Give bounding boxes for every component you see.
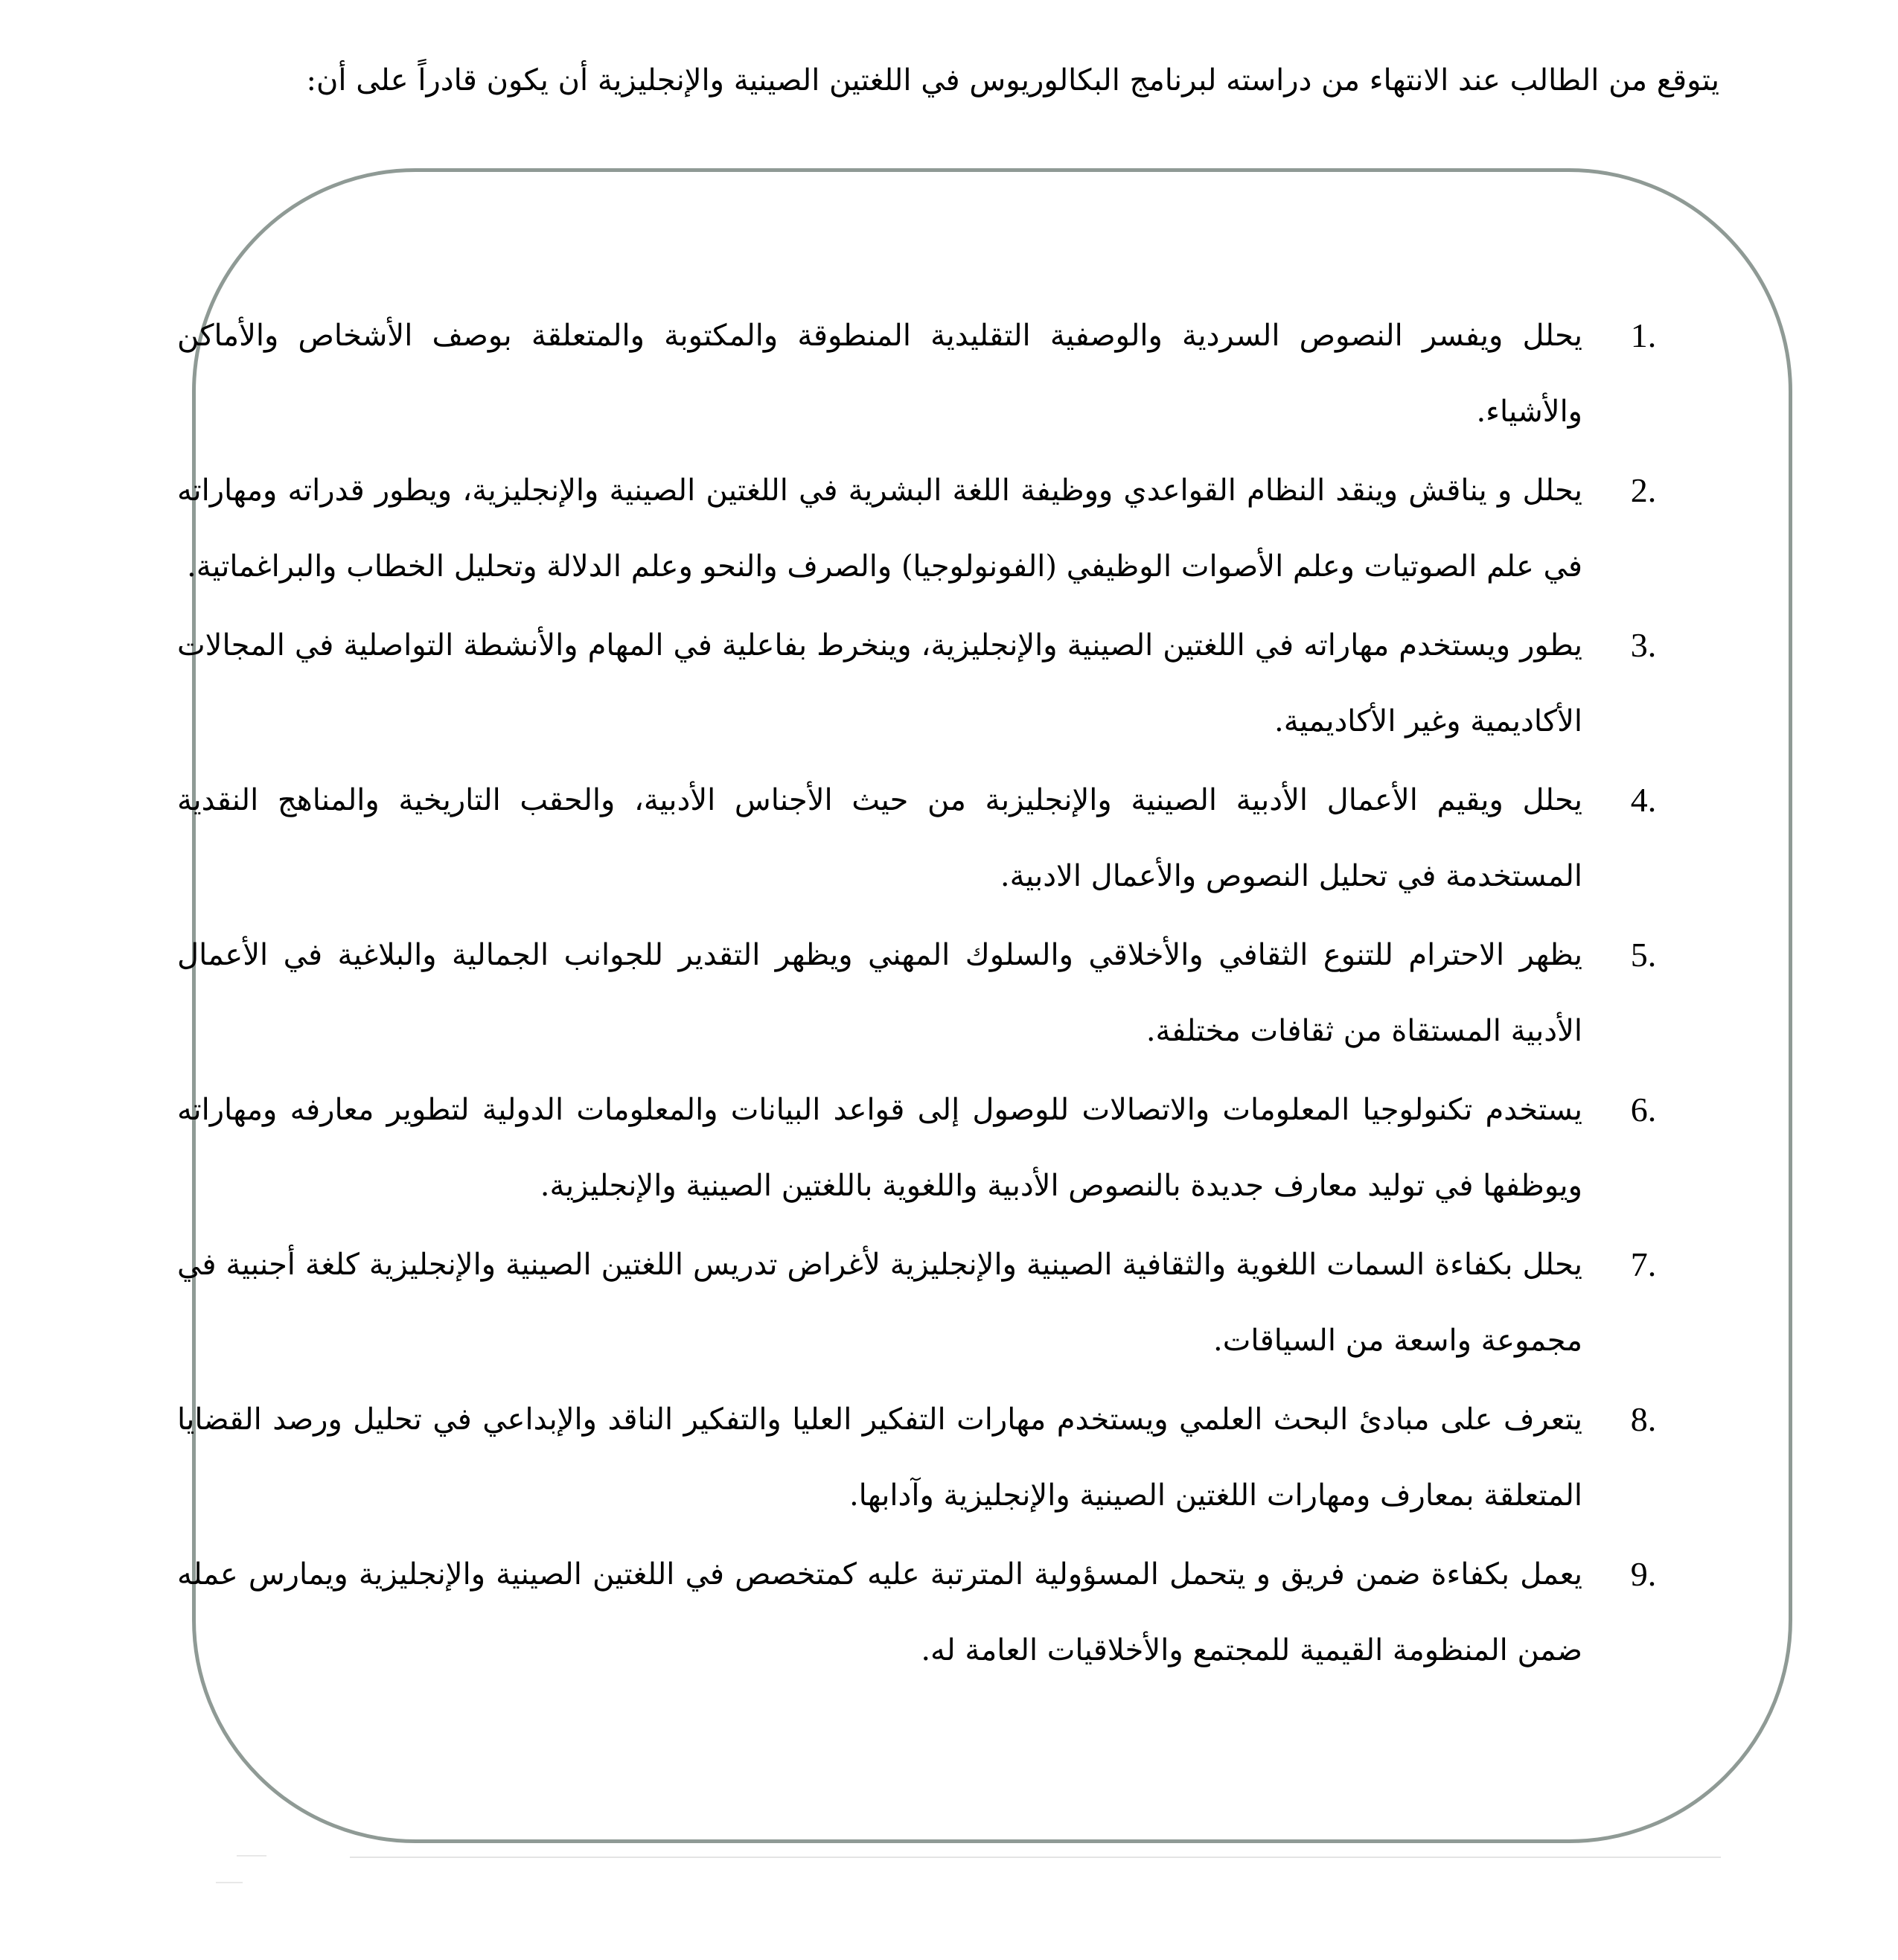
item-number: 5. [1630,936,1657,974]
item-text: يعمل بكفاءة ضمن فريق و يتحمل المسؤولية المترتبة عليه كمتخصص في اللغتين الصينية والإنجليزية ويمارس عمله ضمن المنظومة القيمية للمجتمع والأخلاقيات العامة له. [177,1557,1582,1667]
list-item [177,1072,1666,1224]
item-number: 8. [1630,1400,1657,1438]
item-number: 9. [1630,1555,1657,1593]
item-number: 3. [1630,626,1657,664]
item-text: يظهر الاحترام للتنوع الثقافي والأخلاقي والسلوك المهني ويظهر التقدير للجوانب الجمالية والبلاغية في الأعمال الأدبية المستقاة من ثقافات مختلفة. [177,938,1582,1048]
item-number: 2. [1630,471,1657,509]
item-number: 7. [1630,1245,1657,1283]
item-text: يتعرف على مبادئ البحث العلمي ويستخدم مهارات التفكير العليا والتفكير الناقد والإبداعي في تحليل ورصد القضايا المتعلقة بمعارف ومهارات اللغتين الصينية والإنجليزية وآدابها. [177,1402,1582,1513]
list-item [177,1536,1666,1688]
item-number: 4. [1630,781,1657,819]
list-item [177,607,1666,759]
intro-text: يتوقع من الطالب عند الانتهاء من دراسته لبرنامج البكالوريوس في اللغتين الصينية والإنجليزية أن يكون قادراً على أن: [306,63,1719,98]
footer-mark [237,1855,266,1857]
item-text: يحلل ويفسر النصوص السردية والوصفية التقليدية المنطوقة والمكتوبة والمتعلقة بوصف الأشخاص والأماكن والأشياء. [177,319,1582,429]
list-item [177,762,1666,914]
list-item [177,453,1666,604]
item-number: 6. [1630,1091,1657,1129]
list-item [177,1227,1666,1379]
item-text: يحلل ويقيم الأعمال الأدبية الصينية والإنجليزبة من حيث الأجناس الأدبية، والحقب التاريخية والمناهج النقدية المستخدمة في تحليل النصوص والأعمال الادبية. [177,783,1582,893]
item-text: يحلل و يناقش وينقد النظام القواعدي ووظيفة اللغة البشرية في اللغتين الصينية والإنجليزية، ويطور قدراته ومهاراته في علم الصوتيات وعلم الأصوات الوظيفي (الفونولوجيا) والصرف والنحو وعلم الدلالة وتحليل الخطاب والبراغماتية. [177,473,1582,584]
list-item [177,1382,1666,1533]
footer-mark [216,1882,243,1883]
item-number: 1. [1630,316,1657,354]
list-item [177,917,1666,1069]
learning-outcomes-list [177,298,1666,1691]
item-text: يحلل بكفاءة السمات اللغوية والثقافية الصينية والإنجليزية لأغراض تدريس اللغتين الصينية والإنجليزية كلغة أجنبية في مجموعة واسعة من السياقات. [177,1248,1582,1358]
list-item [177,298,1666,450]
footer-divider [350,1857,1721,1858]
item-text: يطور ويستخدم مهاراته في اللغتين الصينية والإنجليزية، وينخرط بفاعلية في المهام والأنشطة التواصلية في المجالات الأكاديمية وغير الأكاديمية. [177,628,1582,738]
item-text: يستخدم تكنولوجيا المعلومات والاتصالات للوصول إلى قواعد البيانات والمعلومات الدولية لتطوير معارفه ومهاراته ويوظفها في توليد معارف جديدة بالنصوص الأدبية واللغوية باللغتين الصينية والإنجليزية. [177,1093,1582,1203]
